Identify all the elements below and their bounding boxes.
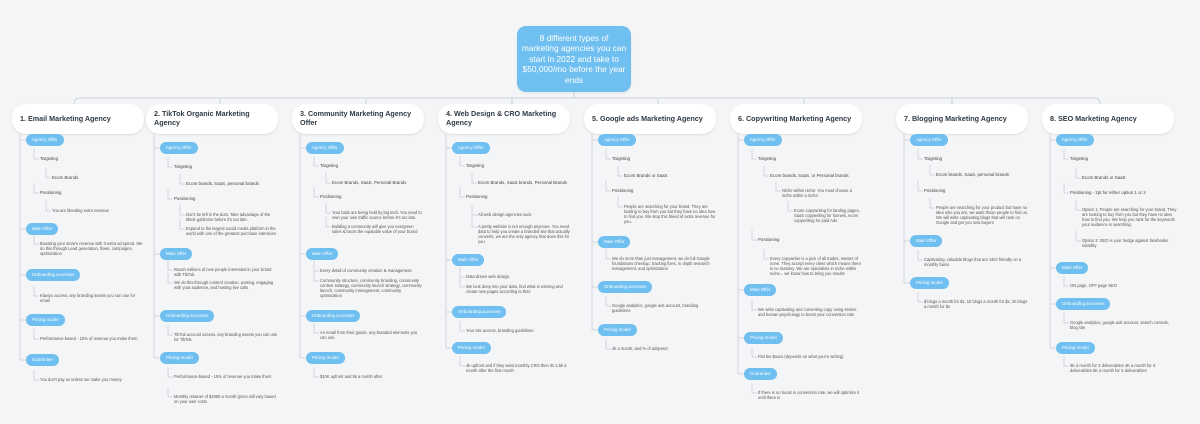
main-offer-text: We write captivating and converting copy using stories and human psychology to boost your conversion rate [758,307,857,318]
onboarding-node: Onboarding accesses [160,310,214,322]
pricing-text: $ blogs a month for $x, 10 blogs a month for $x, 20 blogs a month for $x [924,299,1028,310]
positioning-label: Positioning [174,196,196,201]
onboarding-text: Google analytics, google ads account, search console, blog site [1070,320,1169,331]
main-offer-node: Main Offer [1056,262,1088,274]
positioning-text-2: Option 2: SEO is your hedge against facebooks volatility [1082,238,1169,249]
onboarding-text: TikTok account access, any branding assets you can use for TikTok [174,332,278,343]
onboarding-node: Onboarding accesses [598,281,652,293]
targeting-label: Targeting [174,164,193,169]
agency-title: 8. SEO Marketing Agency [1042,104,1174,134]
targeting-label: Targeting [612,156,631,161]
agency-title: 5. Google ads Marketing Agency [584,104,716,134]
guarantee-node: Guarantee [744,368,777,380]
targeting-text: Ecom brands, SaaS, personal brands [936,172,1009,177]
main-offer-text: ON page, OFF page SEO [1070,283,1117,288]
guarantee-node: Guarantee [26,354,59,366]
onboarding-node: Onboarding accesses [452,306,506,318]
pricing-text: 4k upfront and if they want monthly CRO then its 1.5k a month after the first month [466,363,567,374]
agency-title: 6. Copywriting Marketing Agency [730,104,862,134]
onboarding-node: Onboarding accesses [306,310,360,322]
positioning-label: Positioning [612,188,634,193]
positioning-text: Don't be left in the dust. Take advantage of the tiktok goldmine before it's too late. [186,212,271,223]
onboarding-text: An email from their goutie, any branded elements you can use. [320,330,418,341]
onboarding-text: Klaviyo access, any branding assets you can use for email [40,293,136,304]
positioning-label: Positioning [758,237,780,242]
main-offer-node: Main Offer [160,248,192,260]
agency-offer-node: Agency Offer [26,134,64,146]
agency-title: 2. TikTok Organic Marketing Agency [146,104,278,134]
agency-offer-node: Agency Offer [160,142,198,154]
targeting-text: Ecom Brands, SaaS, Personal Brands [332,180,407,185]
targeting-text: Ecom brands, SaaS, personal brands [186,181,259,186]
main-offer-text: Data-driven web design. [466,274,511,279]
pricing-text-2: Monthly retainer of $4000 a month (price will vary based on your own costs [174,394,276,405]
targeting-text-2: Niche within niche: You must choose a niche within a niche [782,188,852,199]
pricing-node: Pricing model [598,324,637,336]
targeting-label: Targeting [924,156,943,161]
targeting-text: Ecom brands, SaaS, or Personal brands [770,173,849,178]
positioning-text: People are searching for your product but have no idea who you are, we want those people to find us. We will write captivating blogs that will rank on Google and get you new buyers [936,205,1028,226]
main-offer-text-2: Community structure, community branding, community content strategy, community launch strategy, community launch, community management, community optimization [320,278,422,299]
positioning-text: All web design agencies suck [478,212,532,217]
root-node [517,26,631,92]
pricing-node: Pricing model [452,342,491,354]
pricing-node: Pricing model [26,314,65,326]
targeting-label: Targeting [320,163,339,168]
positioning-text: Every copywriter is a jack of all trades, master of none. They accept every client which means there is no mastery. We are specialists in niche within niche... we know how to bring you results [770,256,861,277]
main-offer-node: Main Offer [598,236,630,248]
positioning-label: Positioning [320,194,342,199]
positioning-label: Positioning - 2pt for either option 1 or 2 [1070,190,1146,195]
guarantee-text: If there is no boost in conversion rate, we will optimize it until there is [758,390,860,401]
pricing-node: Pricing model [160,352,199,364]
agency-title: 4. Web Design & CRO Marketing Agency [438,104,570,134]
onboarding-text: Your site access, branding guidelines [466,328,534,333]
main-offer-text-2: We do this through content creation, posting, engaging with your audience, and hosting live calls [174,280,274,291]
pricing-text: Flat fee $xxxx (depends on what you're writing) [758,354,844,359]
targeting-label: Targeting [466,163,485,168]
pricing-text: Performance-based - 15% of revenue you make them [174,374,272,379]
agency-title: 3. Community Marketing Agency Offer [292,104,424,134]
main-offer-node: Main Offer [26,223,58,235]
main-offer-text-2: We look deep into your data, find what is winning and create new pages according to that. [466,284,563,295]
targeting-label: Targeting [1070,156,1089,161]
agency-offer-node: Agency Offer [744,134,782,146]
positioning-text: You are bleeding extra revenue [52,208,109,213]
root-title: 8 different types of marketing agencies you can start in 2022 and take to $50,000/mo before the year ends [521,32,627,85]
positioning-text-2: A pretty website is not enough anymore. You need data to help you create a branded site that actually converts, we are the only agency that does this for you [478,224,570,245]
onboarding-text: Google analytics, google ads account, branding guidelines [612,303,699,314]
agency-title: 7. Blogging Marketing Agency [896,104,1028,134]
positioning-text-2: Expand to the largest social media platform in the world with one of the greatest purchase intentions [186,226,277,237]
positioning-text-2: Building a community will give you evergreen sales & boost the equitable value of your brand [332,224,418,235]
main-offer-text: We do more than just management, we do full Google foundations checkup, tracking fixes, in depth research management, and optimization [612,256,710,272]
agency-offer-node: Agency Offer [452,142,490,154]
main-offer-node: Main Offer [910,235,942,247]
positioning-text: Your bails are being held by big tech. You need to own your own traffic source before it's too late. [332,210,422,221]
positioning-label: Positioning [924,188,946,193]
pricing-text: Performance-based - 15% of revenue you make them [40,336,138,341]
targeting-label: Targeting [40,156,59,161]
agency-offer-node: Agency Offer [910,134,948,146]
pricing-node: Pricing model [306,352,345,364]
pricing-text: $10K upfront and 5k a month after [320,374,383,379]
pricing-node: Pricing model [1056,342,1095,354]
agency-offer-node: Agency Offer [598,134,636,146]
main-offer-node: Main Offer [744,284,776,296]
main-offer-node: Main Offer [452,254,484,266]
guarantee-text: You don't pay us unless we make you money [40,377,122,382]
pricing-text: 2k a month, and % of adspend [612,346,668,351]
pricing-text: 3K a month for X deliverables 4K a month for X deliverables 5K a month for X deliverables [1070,363,1156,374]
pricing-node: Pricing model [910,277,949,289]
targeting-label: Targeting [758,156,777,161]
main-offer-node: Main Offer [306,248,338,260]
targeting-text-3: Ecom copywriting for landing pages, SaaS copywriting for funnels, ecom copywriting for paid Ads [794,208,860,224]
main-offer-text: Captivating, valuable blogs that are SEO friendly on a monthly basis [924,257,1022,268]
agency-offer-node: Agency Offer [1056,134,1094,146]
main-offer-text: Every detail of community creation & management. [320,268,413,273]
pricing-node: Pricing model [744,332,783,344]
positioning-text: Option 1: People are searching for your brand. They are looking to buy from you but they have no idea how to find you. We help you rank for the keywords your audience is searching. [1082,207,1177,228]
main-offer-text: Boosting your store's revenue with 3 extra ad spend. We do this through Lead generation, flows, campaigns, optimization [40,241,143,257]
main-offer-text: Reach millions of new people interested in your brand with TikTok. [174,267,272,278]
positioning-label: Positioning [40,190,62,195]
targeting-text: Ecom Brands or SaaS [624,173,668,178]
targeting-text: Ecom Brands, SaaS brands, Personal Brands [478,180,568,185]
onboarding-node: Onboarding accesses [1056,298,1110,310]
positioning-text: People are searching for your brand. They are looking to buy from you but they have no idea how to find you. We stop this bleed of extra revenue for you. [624,204,716,225]
agency-offer-node: Agency Offer [306,142,344,154]
targeting-text: Ecom Brands [52,175,79,180]
agency-title: 1. Email Marketing Agency [12,104,144,134]
positioning-label: Positioning [466,194,488,199]
targeting-text: Ecom Brands or SaaS [1082,175,1126,180]
onboarding-node: Onboarding accesses [26,269,80,281]
